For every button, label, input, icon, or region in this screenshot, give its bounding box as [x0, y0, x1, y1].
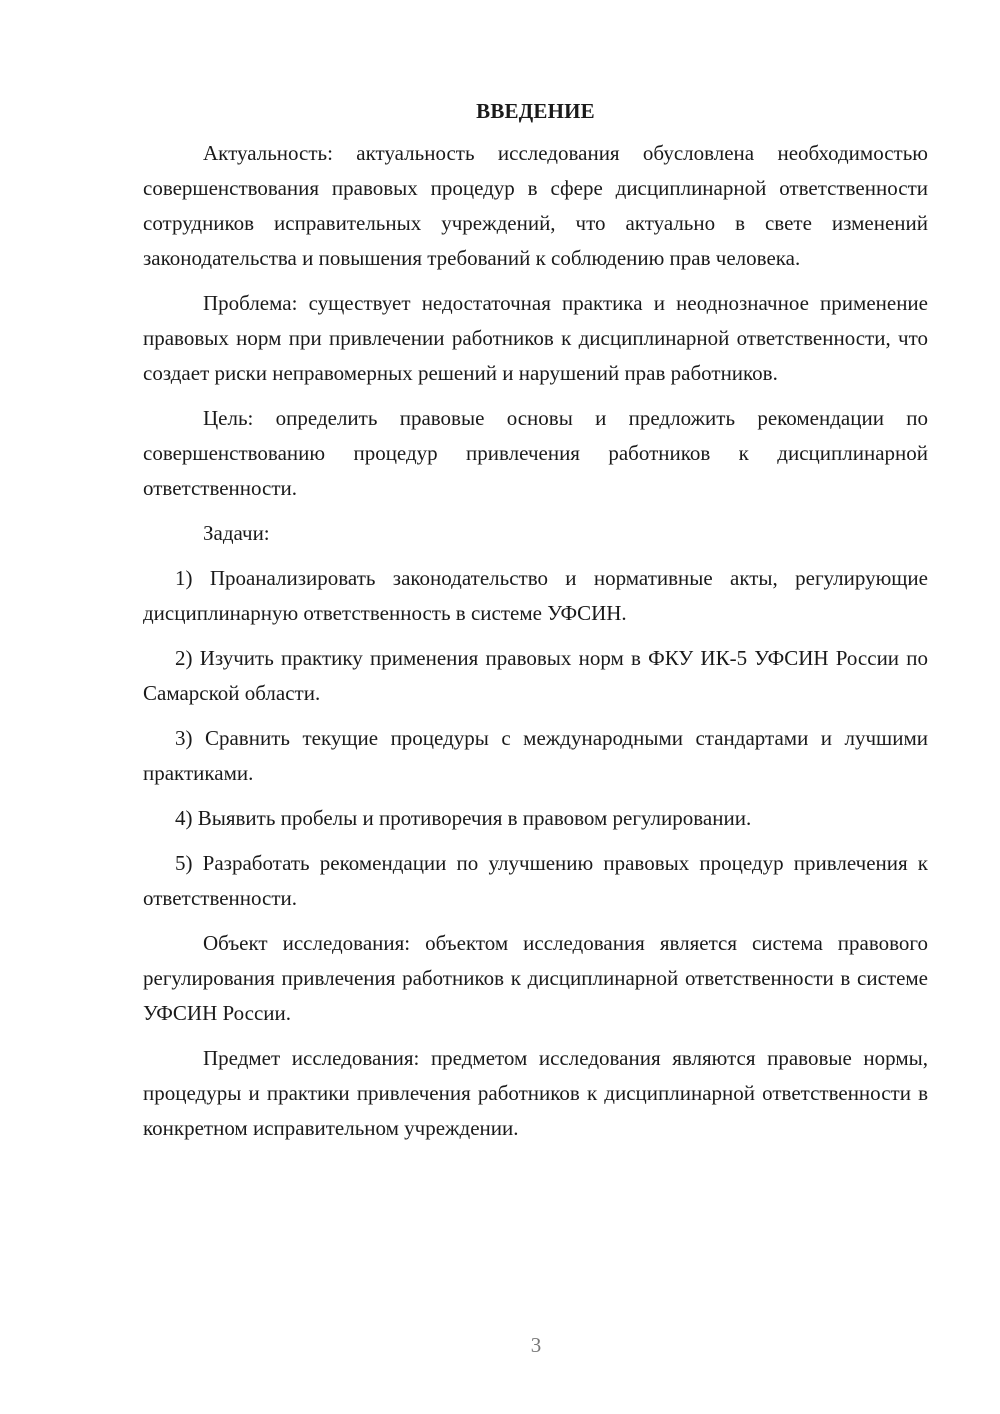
task-item: 5) Разработать рекомендации по улучшению правовых процедур привлечения к ответственности. — [143, 851, 928, 910]
problem-paragraph: Проблема: существует недостаточная практика и неоднозначное применение правовых норм при привлечении работников к дисциплинарной ответственности, что создает риски неправомерных решений и нарушений прав работников. — [143, 291, 928, 385]
task-item: 1) Проанализировать законодательство и нормативные акты, регулирующие дисциплинарную ответственность в системе УФСИН. — [143, 566, 928, 625]
object-paragraph: Объект исследования: объектом исследования является система правового регулирования привлечения работников к дисциплинарной ответственности в системе УФСИН России. — [143, 931, 928, 1025]
goal-paragraph: Цель: определить правовые основы и предложить рекомендации по совершенствованию процедур привлечения работников к дисциплинарной ответственности. — [143, 406, 928, 500]
task-item: 3) Сравнить текущие процедуры с международными стандартами и лучшими практиками. — [143, 726, 928, 785]
task-item: 2) Изучить практику применения правовых норм в ФКУ ИК-5 УФСИН России по Самарской области. — [143, 646, 928, 705]
relevance-paragraph: Актуальность: актуальность исследования обусловлена необходимостью совершенствования правовых процедур в сфере дисциплинарной ответственности сотрудников исправительных учреждений, что актуально в свете изменений законодательства и повышения требований к соблюдению прав человека. — [143, 141, 928, 270]
tasks-heading: Задачи: — [203, 521, 270, 545]
page-content — [143, 94, 928, 1156]
page-number: 3 — [530, 1333, 542, 1357]
task-item: 4) Выявить пробелы и противоречия в правовом регулировании. — [175, 806, 752, 830]
subject-paragraph: Предмет исследования: предметом исследования являются правовые нормы, процедуры и практики привлечения работников к дисциплинарной ответственности в конкретном исправительном учреждении. — [143, 1046, 928, 1140]
tasks-list — [143, 561, 928, 916]
page-title: ВВЕДЕНИЕ — [476, 99, 595, 123]
